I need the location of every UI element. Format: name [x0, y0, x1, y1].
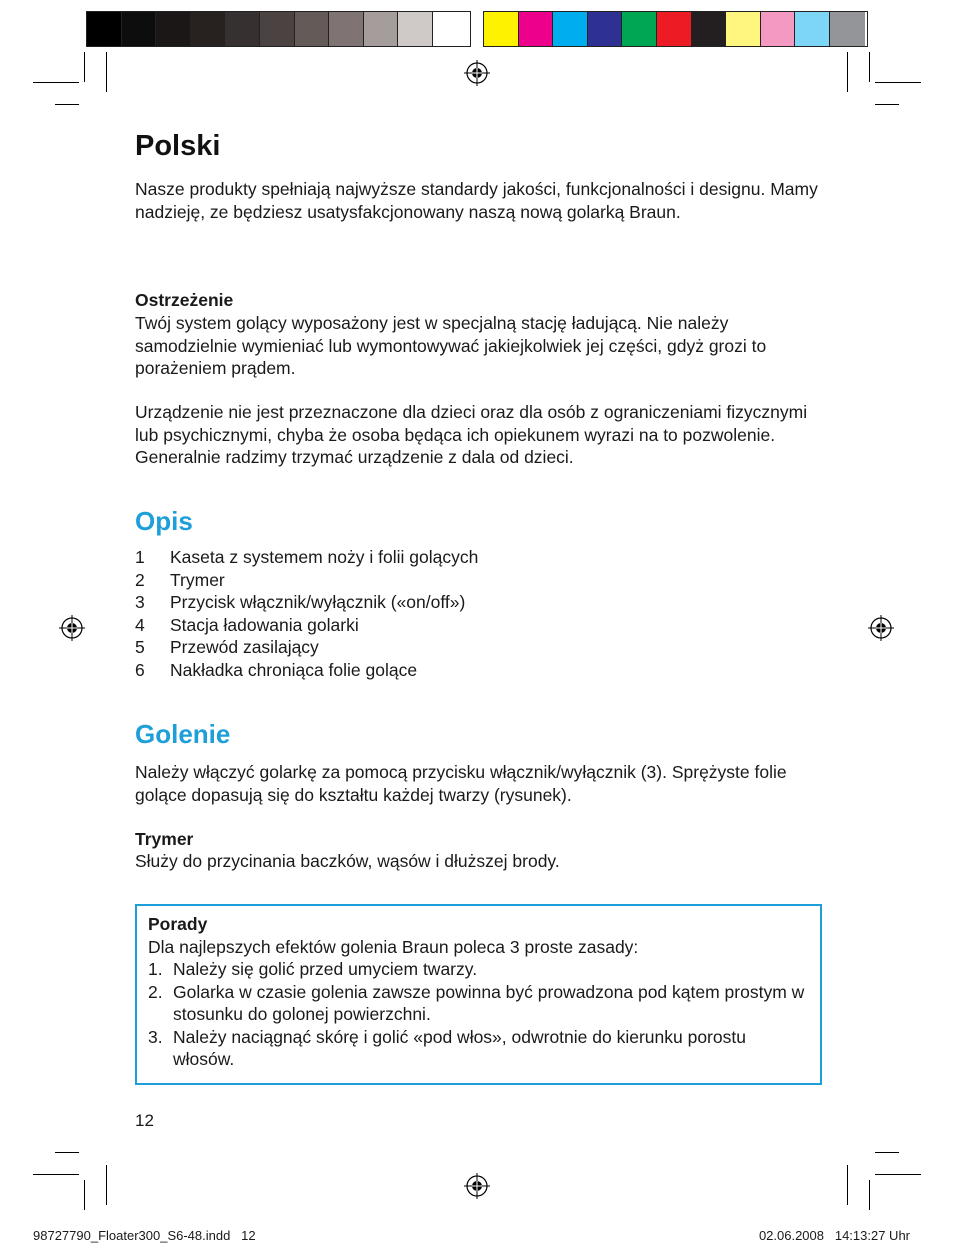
color-swatch-cyan	[553, 12, 588, 46]
section-heading-opis: Opis	[135, 506, 193, 536]
tips-list	[148, 958, 808, 1071]
list-item-number: 1	[135, 547, 145, 567]
tip-number: 3.	[148, 1026, 163, 1047]
footer-timestamp: 02.06.2008 14:13:27 Uhr	[758, 1228, 910, 1243]
list-item-number: 2	[135, 569, 145, 590]
gray-swatch-8	[329, 12, 364, 46]
crop-mark-bottom-left-h	[55, 1152, 79, 1153]
warning-title: Ostrzeżenie	[135, 290, 234, 310]
color-swatch-yellow	[484, 12, 519, 46]
color-swatch-light-yellow	[726, 12, 761, 46]
golenie-paragraph: Należy włączyć golarkę za pomocą przycisku włącznik/wyłącznik (3). Sprężyste folie golące dopasują się do kształtu każdej twarzy (rysunek).	[135, 762, 787, 805]
gray-swatch-11	[433, 12, 468, 46]
list-item-text: Stacja ładowania golarki	[170, 614, 359, 635]
list-item	[148, 1026, 808, 1071]
color-swatch-pink	[761, 12, 796, 46]
tip-text: Golarka w czasie golenia zawsze powinna być prowadzona pod kątem prostym w stosunku do golonej powierzchni.	[173, 981, 805, 1024]
trymer-title: Trymer	[135, 829, 194, 849]
tip-text: Należy się golić przed umyciem twarzy.	[173, 959, 478, 979]
list-item-number: 5	[135, 637, 145, 657]
color-swatch-green	[622, 12, 657, 46]
gray-swatch-1	[87, 12, 122, 46]
crop-mark-bottom-right-h2	[875, 1174, 921, 1175]
crop-mark-top-left-v2	[84, 52, 85, 82]
gray-swatch-3	[156, 12, 191, 46]
gray-swatch-9	[364, 12, 399, 46]
color-swatch-magenta	[519, 12, 554, 46]
gray-swatch-7	[295, 12, 330, 46]
grayscale-calibration-bar	[86, 11, 471, 47]
color-swatch-black	[692, 12, 727, 46]
list-item-text: Trymer	[170, 569, 225, 590]
gray-swatch-10	[398, 12, 433, 46]
crop-mark-top-right-h	[875, 82, 921, 83]
trymer-paragraph: Służy do przycinania baczków, wąsów i dłuższej brody.	[135, 851, 560, 871]
crop-mark-top-left-h	[33, 82, 79, 83]
registration-mark-bottom-icon	[464, 1173, 490, 1199]
intro-paragraph: Nasze produkty spełniają najwyższe standardy jakości, funkcjonalności i designu. Mamy nadzieję, ze będziesz usatysfakcjonowany naszą nową golarką Braun.	[135, 179, 818, 222]
list-item-number: 4	[135, 614, 145, 635]
tips-box	[135, 904, 822, 1085]
color-calibration-bar	[483, 11, 868, 47]
crop-mark-bottom-right-v2	[869, 1180, 870, 1210]
footer-filename: 98727790_Floater300_S6-48.indd 12	[33, 1228, 256, 1243]
tips-title: Porady	[148, 914, 208, 934]
list-item-number: 6	[135, 659, 145, 680]
list-item	[135, 569, 478, 592]
list-item	[135, 614, 478, 637]
list-item	[135, 546, 478, 569]
parts-list	[135, 546, 478, 681]
crop-mark-bottom-left-h2	[33, 1174, 79, 1175]
color-swatch-blue	[588, 12, 623, 46]
tip-number: 1.	[148, 959, 163, 979]
list-item-text: Kaseta z systemem noży i folii golących	[170, 547, 479, 567]
tip-text: Należy naciągnąć skórę i golić «pod włos», odwrotnie do kierunku porostu włosów.	[173, 1026, 746, 1069]
color-swatch-gray	[830, 12, 865, 46]
crop-mark-bottom-left-v2	[84, 1180, 85, 1210]
gray-swatch-6	[260, 12, 295, 46]
list-item	[148, 981, 808, 1026]
list-item-text: Przycisk włącznik/wyłącznik («on/off»)	[170, 592, 466, 612]
list-item	[135, 636, 478, 659]
crop-mark-bottom-left-v	[106, 1165, 107, 1205]
gray-swatch-2	[122, 12, 157, 46]
gray-swatch-5	[225, 12, 260, 46]
crop-mark-bottom-right-h	[875, 1152, 899, 1153]
list-item-number: 3	[135, 592, 145, 612]
list-item-text: Przewód zasilający	[170, 637, 319, 657]
color-swatch-light-cyan	[795, 12, 830, 46]
crop-mark-top-left-h2	[55, 104, 79, 105]
page-number: 12	[135, 1111, 154, 1130]
list-item	[135, 591, 478, 614]
tip-number: 2.	[148, 981, 163, 1002]
list-item	[148, 958, 808, 981]
tips-intro: Dla najlepszych efektów golenia Braun poleca 3 proste zasady:	[148, 936, 639, 957]
crop-mark-top-left-v	[106, 52, 107, 92]
section-heading-golenie: Golenie	[135, 719, 231, 749]
crop-mark-top-right-v	[847, 52, 848, 92]
color-swatch-red	[657, 12, 692, 46]
crop-mark-top-right-h2	[875, 104, 899, 105]
registration-mark-top-icon	[464, 60, 490, 86]
crop-mark-bottom-right-v	[847, 1165, 848, 1205]
warning-paragraph-1: Twój system golący wyposażony jest w specjalną stację ładującą. Nie należy samodzielnie wymieniać lub wymontowywać jakiejkolwiek jej części, gdyż grozi to porażeniem prądem.	[135, 313, 767, 378]
registration-mark-left-icon	[59, 615, 85, 641]
list-item-text: Nakładka chroniąca folie golące	[170, 659, 418, 680]
list-item	[135, 659, 478, 682]
registration-mark-right-icon	[868, 615, 894, 641]
warning-paragraph-2: Urządzenie nie jest przeznaczone dla dzieci oraz dla osób z ograniczeniami fizycznymi lub psychicznymi, chyba że osoba będąca ich opiekunem wyrazi na to pozwolenie. Generalnie radzimy trzymać urządzenie z dala od dzieci.	[135, 402, 808, 467]
page-title: Polski	[135, 130, 221, 162]
gray-swatch-4	[191, 12, 226, 46]
crop-mark-top-right-v2	[869, 52, 870, 82]
